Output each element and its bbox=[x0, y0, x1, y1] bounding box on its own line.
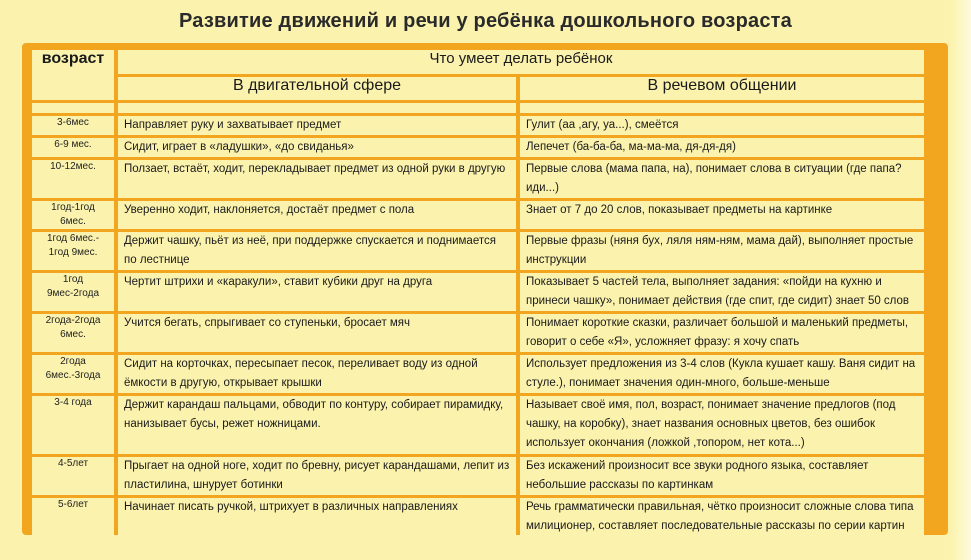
age-cell: 5-6лет bbox=[32, 498, 114, 536]
table-row bbox=[32, 314, 924, 352]
header-motor: В двигательной сфере bbox=[118, 77, 516, 100]
speech-cell: Называет своё имя, пол, возраст, понимает значение предлогов (под чашку, на коробку), знает названия основных цветов, без ошибок использует окончания (ложкой ,топором, нет кота...) bbox=[520, 396, 924, 454]
table-row bbox=[32, 232, 924, 270]
table-row bbox=[32, 396, 924, 454]
table-row bbox=[32, 116, 924, 135]
speech-cell: Знает от 7 до 20 слов, показывает предметы на картинке bbox=[520, 201, 924, 229]
motor-cell: Ползает, встаёт, ходит, перекладывает предмет из одной руки в другую bbox=[118, 160, 516, 198]
motor-cell: Держит чашку, пьёт из неё, при поддержке спускается и поднимается по лестнице bbox=[118, 232, 516, 270]
table-row bbox=[32, 273, 924, 311]
age-cell: 4-5лет bbox=[32, 457, 114, 495]
table-row bbox=[32, 138, 924, 157]
motor-cell: Прыгает на одной ноге, ходит по бревну, рисует карандашами, лепит из пластилина, шнурует ботинки bbox=[118, 457, 516, 495]
table-row bbox=[32, 457, 924, 495]
motor-cell: Держит карандаш пальцами, обводит по контуру, собирает пирамидку, нанизывает бусы, режет ножницами. bbox=[118, 396, 516, 454]
motor-cell: Учится бегать, спрыгивает со ступеньки, бросает мяч bbox=[118, 314, 516, 352]
speech-cell: Показывает 5 частей тела, выполняет задания: «пойди на кухню и принеси чашку», понимает действия (где спит, где сидит) знает 50 слов bbox=[520, 273, 924, 311]
header-age: возраст bbox=[32, 50, 114, 100]
motor-cell: Уверенно ходит, наклоняется, достаёт предмет с пола bbox=[118, 201, 516, 229]
page-title: Развитие движений и речи у ребёнка дошкольного возраста bbox=[179, 10, 792, 32]
speech-cell: Без искажений произносит все звуки родного языка, составляет небольшие рассказы по картинкам bbox=[520, 457, 924, 495]
table-row bbox=[32, 355, 924, 393]
motor-cell: Сидит, играет в «ладушки», «до свиданья» bbox=[118, 138, 516, 157]
age-cell: 1год-1год 6мес. bbox=[32, 201, 114, 229]
table-row bbox=[32, 201, 924, 229]
motor-cell: Чертит штрихи и «каракули», ставит кубики друг на друга bbox=[118, 273, 516, 311]
age-cell: 2года-2года 6мес. bbox=[32, 314, 114, 352]
age-cell: 3-6мес bbox=[32, 116, 114, 135]
speech-cell: Гулит (аа ,агу, уа...), смеётся bbox=[520, 116, 924, 135]
table-row bbox=[32, 160, 924, 198]
age-cell: 2года 6мес.-3года bbox=[32, 355, 114, 393]
age-cell: 6-9 мес. bbox=[32, 138, 114, 157]
age-cell: 1год 9мес-2года bbox=[32, 273, 114, 311]
development-table bbox=[28, 47, 928, 539]
motor-cell: Начинает писать ручкой, штрихует в различных направлениях bbox=[118, 498, 516, 536]
speech-cell: Первые фразы (няня бух, ляля ням-ням, мама дай), выполняет простые инструкции bbox=[520, 232, 924, 270]
speech-cell: Лепечет (ба-ба-ба, ма-ма-ма, дя-дя-дя) bbox=[520, 138, 924, 157]
header-speech: В речевом общении bbox=[520, 77, 924, 100]
speech-cell: Первые слова (мама папа, на), понимает слова в ситуации (где папа? иди...) bbox=[520, 160, 924, 198]
motor-cell: Направляет руку и захватывает предмет bbox=[118, 116, 516, 135]
speech-cell: Понимает короткие сказки, различает большой и маленький предметы, говорит о себе «Я», усложняет фразу: я хочу спать bbox=[520, 314, 924, 352]
header-main: Что умеет делать ребёнок bbox=[118, 50, 924, 74]
scan-edge bbox=[951, 0, 971, 560]
age-cell: 10-12мес. bbox=[32, 160, 114, 198]
speech-cell: Использует предложения из 3-4 слов (Кукла кушает кашу. Ваня сидит на стуле.), понимает значения один-много, больше-меньше bbox=[520, 355, 924, 393]
motor-cell: Сидит на корточках, пересыпает песок, переливает воду из одной ёмкости в другую, открывает крышки bbox=[118, 355, 516, 393]
age-cell: 1год 6мес.- 1год 9мес. bbox=[32, 232, 114, 270]
table-row bbox=[32, 498, 924, 536]
speech-cell: Речь грамматически правильная, чётко произносит сложные слова типа милиционер, составляет последовательные рассказы по серии картин bbox=[520, 498, 924, 536]
age-cell: 3-4 года bbox=[32, 396, 114, 454]
